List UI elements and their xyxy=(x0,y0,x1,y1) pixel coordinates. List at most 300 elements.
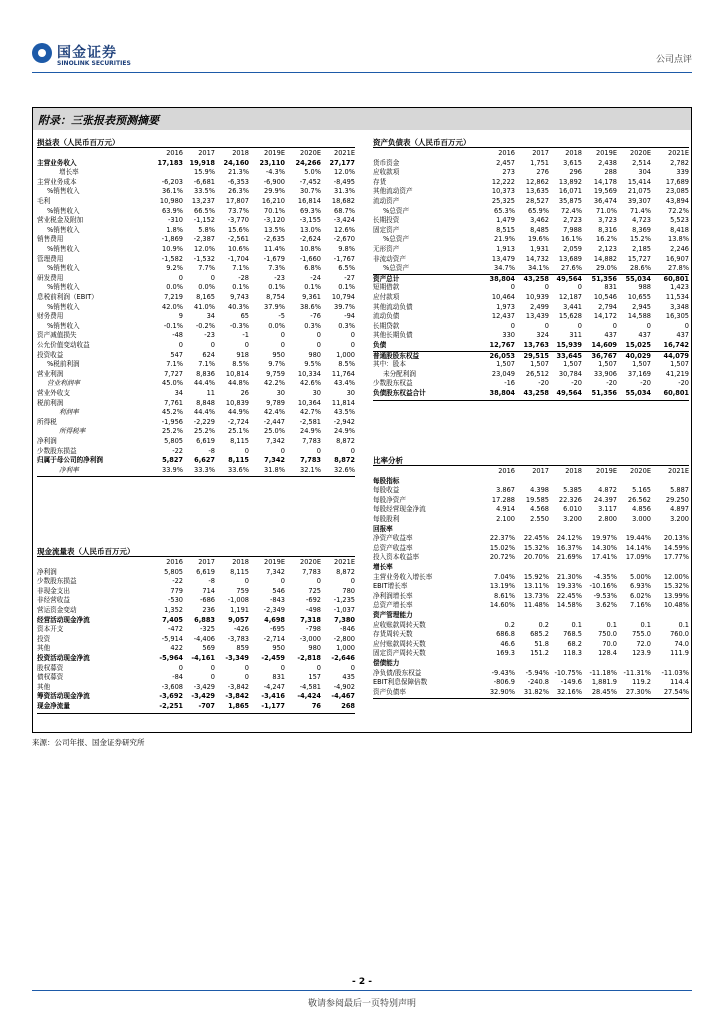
row-label: 应付账款周转天数 xyxy=(373,639,426,648)
value-cell: 14.60% xyxy=(489,601,515,610)
value-cell: 10,839 xyxy=(225,398,249,407)
value-cell: -798 xyxy=(306,625,321,634)
value-cell: 0.1% xyxy=(338,283,355,292)
table-row xyxy=(373,197,689,207)
value-cell: 831 xyxy=(272,673,285,682)
row-label: 毛利 xyxy=(37,197,51,205)
row-label: 应收款项 xyxy=(373,168,400,177)
value-cell: -4,247 xyxy=(263,682,285,691)
value-cell: 17.41% xyxy=(591,553,617,562)
value-cell: -20 xyxy=(571,379,582,388)
value-cell: 0 xyxy=(316,341,321,349)
table-row xyxy=(37,312,355,322)
value-cell: 2.800 xyxy=(598,515,617,523)
value-cell: 0 xyxy=(612,321,617,330)
value-cell: -2,942 xyxy=(333,417,355,426)
source-note: 来源：公司年报、国金证券研究所 xyxy=(32,738,145,747)
value-cell: 6.5% xyxy=(338,264,355,273)
year-header-cell: 2017 xyxy=(198,558,215,566)
value-cell: 8,872 xyxy=(336,437,355,445)
row-label: 存货 xyxy=(373,177,387,186)
row-label: 每股收益 xyxy=(373,486,400,495)
row-label: 非经营收益 xyxy=(37,596,70,605)
value-cell: 22.45% xyxy=(523,534,549,543)
row-label: 净利润 xyxy=(37,567,57,576)
value-cell: 13,439 xyxy=(525,312,549,321)
year-header-cell: 2018 xyxy=(232,149,249,157)
value-cell: -2,251 xyxy=(159,702,183,710)
value-cell: 0 xyxy=(544,321,549,330)
value-cell: -4,406 xyxy=(193,634,215,643)
table-row xyxy=(37,283,355,293)
value-cell: 760.0 xyxy=(670,630,689,639)
value-cell: -5,964 xyxy=(159,654,183,662)
value-cell: 19.33% xyxy=(556,582,582,591)
value-cell: -2,447 xyxy=(263,417,285,426)
year-header-cell: 2017 xyxy=(532,467,549,475)
year-header-cell: 2019E xyxy=(596,467,617,475)
value-cell: -498 xyxy=(306,606,321,614)
value-cell: 65 xyxy=(240,312,249,321)
value-cell: 0 xyxy=(280,446,285,455)
table-row xyxy=(373,621,689,631)
value-cell: 0.3% xyxy=(304,321,321,330)
value-cell: 6.010 xyxy=(563,505,582,514)
value-cell: 7.1% xyxy=(232,264,249,273)
value-cell: 0 xyxy=(350,577,355,586)
value-cell: 14.59% xyxy=(663,543,689,552)
logo-text-en: SINOLINK SECURITIES xyxy=(57,60,131,67)
value-cell: 16,814 xyxy=(297,197,321,205)
table-row xyxy=(37,447,355,457)
value-cell: 324 xyxy=(536,331,549,340)
value-cell: 9 xyxy=(178,312,183,321)
value-cell: 14,882 xyxy=(593,254,617,263)
value-cell: 43.5% xyxy=(334,408,355,417)
cashflow-bottom-rule xyxy=(37,713,355,714)
value-cell: 14.14% xyxy=(625,543,651,552)
row-label: 非流动资产 xyxy=(373,254,406,263)
value-cell: 10,655 xyxy=(627,293,651,301)
value-cell: -9.43% xyxy=(491,668,515,677)
value-cell: 169.3 xyxy=(496,649,515,658)
value-cell: 0 xyxy=(684,321,689,330)
table-row xyxy=(373,601,689,611)
value-cell: 10.6% xyxy=(228,245,249,253)
value-cell: -48 xyxy=(172,331,183,340)
value-cell: 8,369 xyxy=(632,225,651,234)
row-label: 每股指标 xyxy=(373,476,400,485)
row-label: 归属于母公司的净利润 xyxy=(37,456,103,465)
value-cell: 30,784 xyxy=(558,369,582,378)
value-cell: 3.200 xyxy=(670,515,689,523)
value-cell: 268 xyxy=(341,702,355,710)
table-row xyxy=(37,389,355,399)
table-row xyxy=(373,370,689,380)
value-cell: 6.02% xyxy=(630,591,651,600)
table-row xyxy=(37,293,355,303)
value-cell: 10,939 xyxy=(525,293,549,301)
value-cell: 17,807 xyxy=(225,197,249,205)
value-cell: 25,325 xyxy=(491,197,515,205)
value-cell: 8,115 xyxy=(228,456,249,465)
table-row xyxy=(373,216,689,226)
value-cell: -5 xyxy=(278,312,285,321)
value-cell: 0 xyxy=(316,331,321,340)
value-cell: 624 xyxy=(202,350,215,359)
value-cell: 0 xyxy=(280,341,285,349)
value-cell: 0 xyxy=(577,321,582,330)
row-label: 其他 xyxy=(37,682,51,691)
value-cell: 45.0% xyxy=(162,379,183,388)
year-header-cell: 2020E xyxy=(630,149,651,157)
value-cell: 30 xyxy=(276,389,285,397)
value-cell: 19,918 xyxy=(189,158,215,167)
value-cell: 10,980 xyxy=(159,197,183,205)
value-cell: 9.7% xyxy=(268,360,285,369)
year-header-cell: 2018 xyxy=(565,149,582,157)
value-cell: 13.99% xyxy=(663,591,689,600)
row-label: 增长率 xyxy=(59,168,79,177)
value-cell: 12,862 xyxy=(525,177,549,186)
row-label: 总资产收益率 xyxy=(373,543,413,552)
value-cell: 26 xyxy=(240,389,249,397)
ratio-title: 比率分析 xyxy=(373,456,403,465)
value-cell: -4.3% xyxy=(265,168,285,177)
value-cell: -1,582 xyxy=(161,254,183,263)
value-cell: 69.3% xyxy=(300,206,321,215)
cashflow-title: 现金流量表（人民币百万元） xyxy=(37,547,135,556)
value-cell: -22 xyxy=(172,446,183,455)
value-cell: 3,348 xyxy=(670,302,689,311)
value-cell: 40.3% xyxy=(228,302,249,311)
value-cell: 9.2% xyxy=(166,264,183,273)
row-label: 存货周转天数 xyxy=(373,630,413,639)
value-cell: -3,000 xyxy=(299,634,321,643)
value-cell: 5.0% xyxy=(304,168,321,177)
year-header-cell: 2020E xyxy=(630,467,651,475)
table-row xyxy=(373,322,689,332)
value-cell: -843 xyxy=(270,596,285,605)
ratio-rule xyxy=(373,465,689,466)
value-cell: -325 xyxy=(200,625,215,634)
value-cell: 5,805 xyxy=(164,567,183,576)
value-cell: 9.5% xyxy=(304,360,321,369)
value-cell: 8,165 xyxy=(196,293,215,301)
value-cell: 0 xyxy=(350,446,355,455)
value-cell: 0.1 xyxy=(678,620,689,629)
value-cell: 0 xyxy=(210,273,215,282)
row-label: 短期借款 xyxy=(373,283,400,292)
value-cell: 14,588 xyxy=(627,312,651,321)
value-cell: 33,906 xyxy=(593,369,617,378)
value-cell: 8,872 xyxy=(334,456,355,465)
value-cell: -3,429 xyxy=(191,692,215,701)
value-cell: 72.0 xyxy=(636,639,651,648)
value-cell: -10.75% xyxy=(554,668,582,677)
value-cell: -16 xyxy=(504,379,515,388)
table-row xyxy=(373,235,689,245)
value-cell: 39,307 xyxy=(627,197,651,205)
logo-text-cn: 国金证券 xyxy=(57,45,117,61)
value-cell: 30 xyxy=(346,389,355,397)
year-header-cell: 2021E xyxy=(334,558,355,566)
table-row xyxy=(37,702,355,712)
value-cell: 2,059 xyxy=(563,245,582,253)
value-cell: 15,025 xyxy=(625,341,651,349)
value-cell: 1,865 xyxy=(228,702,249,710)
row-label: 净负债/股东权益 xyxy=(373,668,422,677)
value-cell: -20 xyxy=(606,379,617,388)
year-header-cell: 2021E xyxy=(668,149,689,157)
value-cell: 1,507 xyxy=(563,360,582,369)
value-cell: -686 xyxy=(200,596,215,605)
value-cell: 2,246 xyxy=(670,245,689,253)
row-label: %销售收入 xyxy=(47,225,80,234)
value-cell: 151.2 xyxy=(530,649,549,658)
value-cell: 4,698 xyxy=(264,615,285,624)
value-cell: -2,670 xyxy=(333,235,355,244)
section-header xyxy=(373,477,689,487)
value-cell: 5,523 xyxy=(670,216,689,225)
value-cell: 51,356 xyxy=(591,389,617,397)
year-header-cell: 2020E xyxy=(300,149,321,157)
value-cell: -4,424 xyxy=(297,692,321,701)
value-cell: 0 xyxy=(316,663,321,672)
row-label: %税前利润 xyxy=(47,360,80,369)
value-cell: 21.30% xyxy=(556,572,582,581)
value-cell: 15.32% xyxy=(663,582,689,591)
value-cell: -1,037 xyxy=(333,606,355,614)
value-cell: 4,723 xyxy=(632,216,651,225)
table-row xyxy=(37,274,355,284)
value-cell: 12.00% xyxy=(663,572,689,581)
value-cell: 435 xyxy=(342,673,355,682)
row-label: 偿债能力 xyxy=(373,659,400,667)
table-row xyxy=(37,245,355,255)
value-cell: 725 xyxy=(308,586,321,595)
value-cell: -472 xyxy=(168,625,183,634)
row-label: 现金净流量 xyxy=(37,702,70,710)
value-cell: 546 xyxy=(272,586,285,595)
value-cell: 19,569 xyxy=(593,187,617,196)
value-cell: 15.6% xyxy=(228,225,249,234)
section-header xyxy=(373,659,689,669)
value-cell: -240.8 xyxy=(527,678,549,687)
value-cell: -2,818 xyxy=(297,654,321,662)
table-row xyxy=(373,592,689,602)
table-row xyxy=(373,187,689,197)
value-cell: 41,219 xyxy=(665,369,689,378)
value-cell: 9,743 xyxy=(230,293,249,301)
value-cell: 42.2% xyxy=(264,379,285,388)
value-cell: 6,619 xyxy=(196,567,215,576)
value-cell: -0.3% xyxy=(229,321,249,330)
value-cell: 28.45% xyxy=(591,687,617,696)
table-row xyxy=(37,331,355,341)
table-row xyxy=(37,427,355,437)
value-cell: -3,155 xyxy=(299,216,321,225)
value-cell: -692 xyxy=(306,596,321,605)
table-row xyxy=(373,389,689,399)
value-cell: 0 xyxy=(510,283,515,292)
table-row xyxy=(373,283,689,293)
table-row xyxy=(37,625,355,635)
value-cell: 7,783 xyxy=(300,456,321,465)
value-cell: 759 xyxy=(236,586,249,595)
value-cell: -1,235 xyxy=(333,596,355,605)
value-cell: 0 xyxy=(316,446,321,455)
value-cell: 8.61% xyxy=(494,591,515,600)
value-cell: 5,805 xyxy=(164,437,183,445)
value-cell: 36,474 xyxy=(593,197,617,205)
row-label: %总资产 xyxy=(383,206,410,215)
value-cell: 70.1% xyxy=(264,206,285,215)
value-cell: 12,187 xyxy=(558,293,582,301)
value-cell: -1,532 xyxy=(193,254,215,263)
value-cell: 24.9% xyxy=(334,427,355,436)
value-cell: 8,515 xyxy=(496,225,515,234)
value-cell: 0 xyxy=(280,663,285,672)
table-row xyxy=(373,312,689,322)
value-cell: 9,361 xyxy=(302,293,321,301)
value-cell: -20 xyxy=(640,379,651,388)
row-label: %销售收入 xyxy=(47,283,80,292)
balance-title: 资产负债表（人民币百万元） xyxy=(373,138,471,147)
value-cell: 22.37% xyxy=(489,534,515,543)
value-cell: 37,169 xyxy=(627,369,651,378)
value-cell: 6,883 xyxy=(194,615,215,624)
value-cell: 16.2% xyxy=(596,235,617,244)
value-cell: 16,305 xyxy=(665,312,689,321)
value-cell: 15.92% xyxy=(523,572,549,581)
row-label: 其他流动资产 xyxy=(373,187,413,196)
value-cell: 15,628 xyxy=(558,312,582,321)
value-cell: 0.1 xyxy=(571,620,582,629)
value-cell: 0 xyxy=(210,663,215,672)
value-cell: -2,635 xyxy=(263,235,285,244)
value-cell: 46.6 xyxy=(500,639,515,648)
value-cell: 5.00% xyxy=(630,572,651,581)
table-row xyxy=(373,331,689,341)
value-cell: 7,219 xyxy=(164,293,183,301)
table-row xyxy=(373,255,689,265)
row-label: 其中：股本 xyxy=(373,360,406,369)
value-cell: 339 xyxy=(676,168,689,177)
value-cell: 12,437 xyxy=(491,312,515,321)
value-cell: 273 xyxy=(502,168,515,177)
value-cell: 42.7% xyxy=(300,408,321,417)
value-cell: 8,872 xyxy=(336,567,355,576)
value-cell: 296 xyxy=(569,168,582,177)
value-cell: 70.0 xyxy=(602,639,617,648)
value-cell: 17.288 xyxy=(491,495,515,504)
value-cell: -2,349 xyxy=(263,606,285,614)
value-cell: 21.3% xyxy=(228,168,249,177)
value-cell: 755.0 xyxy=(632,630,651,639)
value-cell: 304 xyxy=(638,168,651,177)
year-header-cell: 2017 xyxy=(532,149,549,157)
value-cell: 118.3 xyxy=(563,649,582,658)
value-cell: 0 xyxy=(244,673,249,682)
value-cell: 72.2% xyxy=(668,206,689,215)
section-header xyxy=(373,525,689,535)
value-cell: 437 xyxy=(638,331,651,340)
value-cell: 40,029 xyxy=(625,351,651,360)
value-cell: 32.1% xyxy=(300,465,321,474)
value-cell: -7,452 xyxy=(299,177,321,186)
row-label: 货币资金 xyxy=(373,158,400,167)
value-cell: 1,479 xyxy=(496,216,515,225)
value-cell: 7.04% xyxy=(494,572,515,581)
value-cell: 16,907 xyxy=(665,254,689,263)
value-cell: 311 xyxy=(569,331,582,340)
income-bottom-rule xyxy=(37,476,355,477)
table-row xyxy=(373,640,689,650)
value-cell: -1,008 xyxy=(227,596,249,605)
value-cell: -707 xyxy=(198,702,215,710)
value-cell: 33.3% xyxy=(194,465,215,474)
table-row xyxy=(373,582,689,592)
value-cell: -4,161 xyxy=(191,654,215,662)
value-cell: 918 xyxy=(236,350,249,359)
value-cell: 11.4% xyxy=(264,245,285,253)
value-cell: 16.1% xyxy=(561,235,582,244)
value-cell: 42.6% xyxy=(300,379,321,388)
value-cell: -28 xyxy=(238,273,249,282)
row-label: 财务费用 xyxy=(37,312,64,321)
value-cell: 26.3% xyxy=(228,187,249,196)
value-cell: -2,459 xyxy=(261,654,285,662)
value-cell: 55,034 xyxy=(625,274,651,283)
value-cell: 13,892 xyxy=(558,177,582,186)
value-cell: 13.8% xyxy=(668,235,689,244)
value-cell: 7.1% xyxy=(198,360,215,369)
value-cell: -1,152 xyxy=(193,216,215,225)
value-cell: -426 xyxy=(234,625,249,634)
value-cell: 4.872 xyxy=(598,486,617,495)
value-cell: 0.1% xyxy=(232,283,249,292)
value-cell: 0 xyxy=(244,341,249,349)
table-row xyxy=(373,688,689,698)
value-cell: 44.4% xyxy=(194,379,215,388)
table-row xyxy=(37,168,355,178)
value-cell: 20.70% xyxy=(523,553,549,562)
year-header-cell: 2016 xyxy=(166,149,183,157)
ratio-bottom-rule xyxy=(373,698,689,699)
value-cell: 0 xyxy=(646,321,651,330)
value-cell: 27,177 xyxy=(329,158,355,167)
value-cell: 3.000 xyxy=(632,515,651,523)
value-cell: 19.97% xyxy=(591,534,617,543)
value-cell: 0 xyxy=(178,341,183,349)
value-cell: 2,945 xyxy=(632,302,651,311)
value-cell: 31.82% xyxy=(523,687,549,696)
value-cell: 1,751 xyxy=(530,158,549,167)
value-cell: 437 xyxy=(604,331,617,340)
value-cell: 13.11% xyxy=(523,582,549,591)
value-cell: 422 xyxy=(170,644,183,653)
value-cell: -0.1% xyxy=(163,321,183,330)
value-cell: 11,534 xyxy=(665,293,689,301)
value-cell: 123.9 xyxy=(632,649,651,658)
value-cell: 68.2 xyxy=(567,639,582,648)
value-cell: -1,869 xyxy=(161,235,183,244)
table-row xyxy=(37,408,355,418)
row-label: 筹资活动现金净流 xyxy=(37,692,90,701)
value-cell: 38,804 xyxy=(489,389,515,397)
value-cell: 547 xyxy=(170,350,183,359)
